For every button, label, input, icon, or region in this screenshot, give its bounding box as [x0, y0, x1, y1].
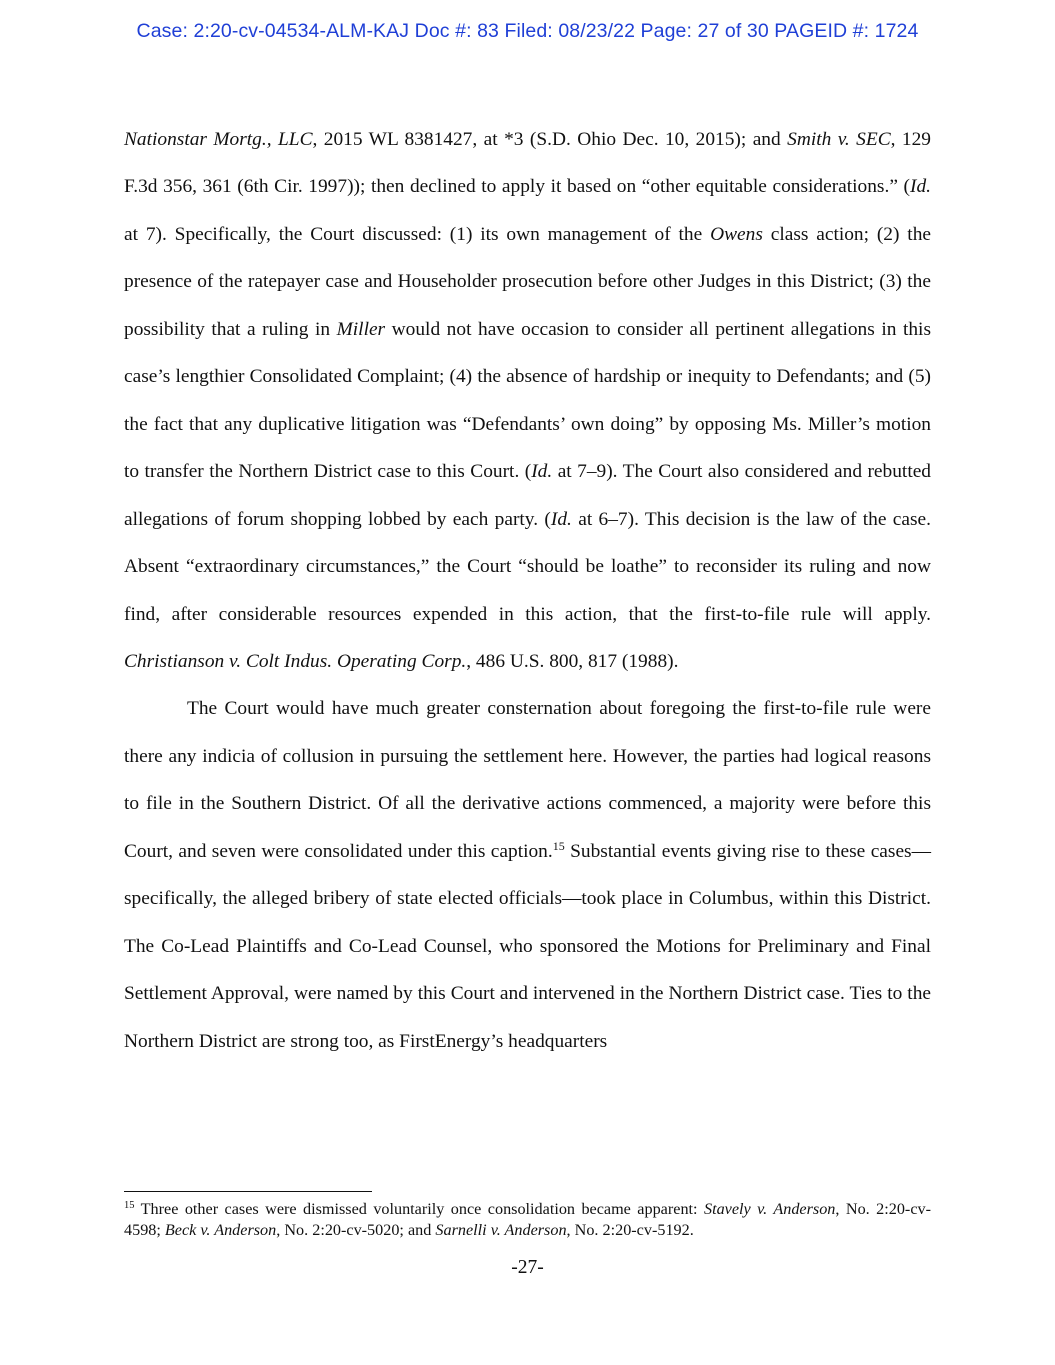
case-citation: Smith v. SEC [787, 129, 891, 150]
footnote-number: 15 [124, 1200, 135, 1211]
footnote-text-run: Three other cases were dismissed voluntarily once consolidation became apparent: [134, 1200, 704, 1218]
case-citation: Stavely v. Anderson [703, 1200, 836, 1218]
body-text-run: at 7–9). The Court also considered and rebutted allegations of forum shopping lobbed by each party. ( [124, 461, 932, 530]
footnote-reference: 15 [552, 838, 565, 853]
paragraph-consternation [124, 685, 931, 1065]
case-citation: Sarnelli v. Anderson [435, 1220, 567, 1239]
case-citation: Nationstar Mortg., LLC [124, 129, 313, 150]
body-text-run: , 129 F.3d 356, 361 (6th Cir. 1997)); then declined to apply it based on “other equitable considerations.” ( [124, 129, 932, 198]
id-citation: Id. [909, 176, 931, 198]
body-text-run: Substantial events giving rise to these cases—specifically, the alleged bribery of state elected officials—took place in Columbus, within this District. The Co-Lead Plaintiffs and Co-Lead Counsel, who sponsored the Motions for Preliminary and Final Settlement Approval, were named by this Court and intervened in the Northern District case. Ties to the Northern District are strong too, as FirstEnergy’s headquarters [124, 840, 931, 1052]
body-text-run: , 486 U.S. 800, 817 (1988). [466, 650, 679, 672]
body-text-run: class action; (2) the presence of the ratepayer case and Householder prosecution before other Judges in this District; (3) the possibility that a ruling in [124, 223, 931, 340]
footnote-15 [124, 1199, 931, 1240]
id-citation: Id. [550, 508, 572, 530]
body-text-run: at 6–7). This decision is the law of the case. Absent “extraordinary circumstances,” the Court “should be loathe” to reconsider its ruling and now find, after considerable resources expended in this action, that the first-to-file rule will apply. [124, 508, 932, 625]
footnote-text-run: , No. 2:20-cv-5192. [566, 1220, 694, 1239]
page-number: -27- [511, 1257, 544, 1278]
id-citation: Id. [531, 461, 553, 483]
case-citation: Beck v. Anderson [164, 1220, 277, 1239]
footnote-text-run: , No. 2:20-cv-4598; [124, 1200, 931, 1239]
body-text-run: would not have occasion to consider all pertinent allegations in this case’s lengthier Consolidated Complaint; (4) the absence of hardship or inequity to Defendants; and (5) the fact that any duplicative litigation was “Defendants’ own doing” by opposing Ms. Miller’s motion to transfer the Northern District case to this Court. ( [124, 318, 931, 483]
footnote-separator [124, 1191, 372, 1192]
body-text-run: at 7). Specifically, the Court discussed: (1) its own management of the [124, 223, 711, 245]
case-name: Miller [336, 318, 386, 340]
paragraph-continued [124, 116, 931, 685]
body-text-run: The Court would have much greater consternation about foregoing the first-to-file rule were there any indicia of collusion in pursuing the settlement here. However, the parties had logical reasons to file in the Southern District. Of all the derivative actions commenced, a majority were before this Court, and seven were consolidated under this caption. [124, 698, 931, 862]
document-body [124, 116, 931, 1065]
case-citation: Christianson v. Colt Indus. Operating Corp. [124, 650, 467, 672]
footnote-text-run: , No. 2:20-cv-5020; and [276, 1220, 436, 1239]
body-text-run: , 2015 WL 8381427, at *3 (S.D. Ohio Dec. 10, 2015); and [312, 129, 788, 150]
case-name: Owens [710, 223, 763, 245]
case-header: Case: 2:20-cv-04534-ALM-KAJ Doc #: 83 Filed: 08/23/22 Page: 27 of 30 PAGEID #: 1724 [136, 20, 919, 42]
